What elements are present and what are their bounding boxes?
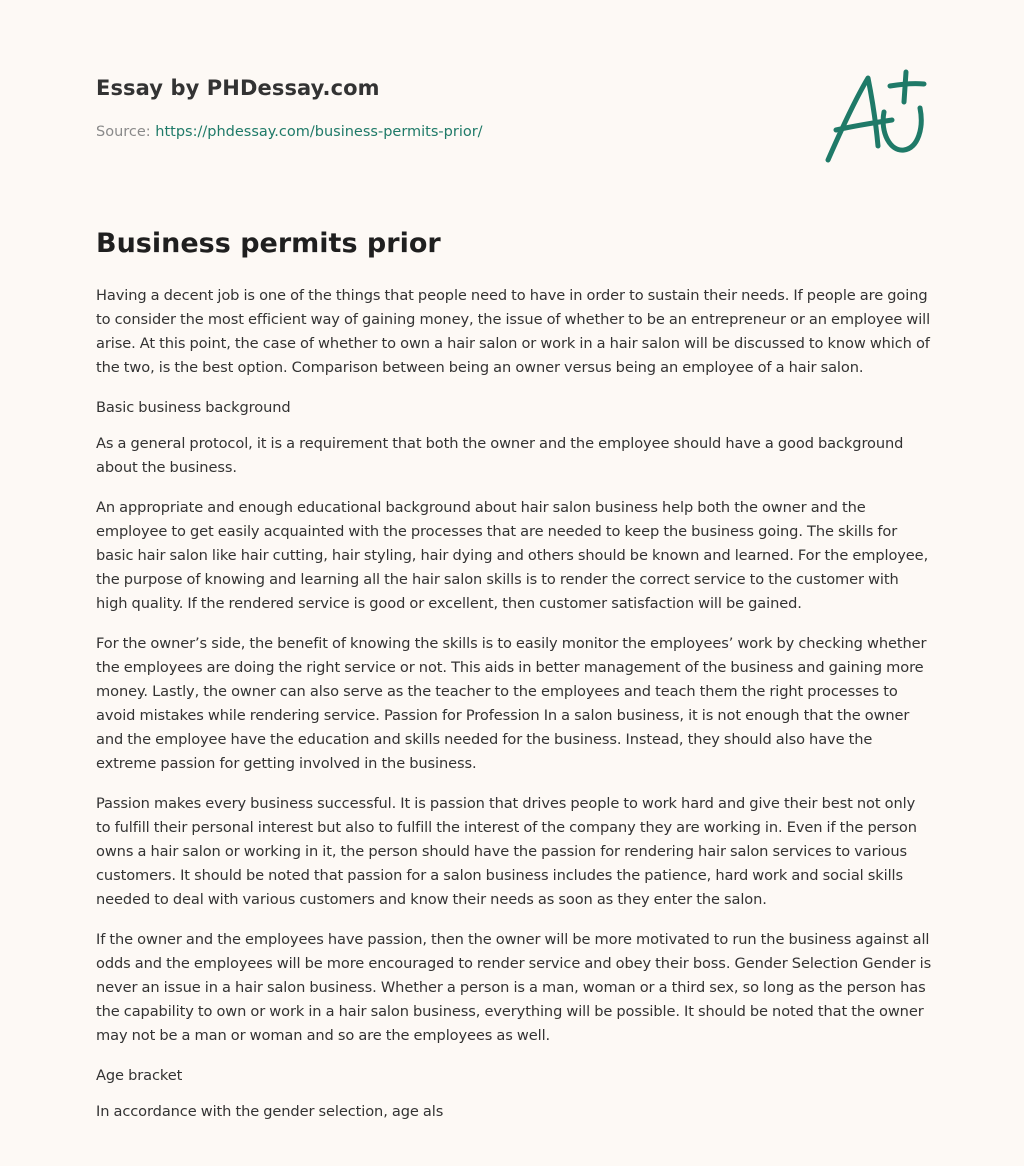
source-label: Source: <box>96 124 151 140</box>
section-heading: Basic business background <box>96 399 291 416</box>
paragraph: As a general protocol, it is a requirement that both the owner and the employee should have a good background about the business. <box>96 435 904 476</box>
paragraph: Having a decent job is one of the things that people need to have in order to sustain their needs. If people are going to consider the most efficient way of gaining money, the issue of whether to be an entrepreneur or an employee will arise. At this point, the case of whether to own a hair salon or work in a hair salon will be discussed to know which of the two, is the best option. Comparison between being an owner versus being an employee of a hair salon. <box>96 287 931 376</box>
section-heading: Age bracket <box>96 1067 183 1084</box>
essay-title: Business permits prior <box>96 228 441 259</box>
paragraph: In accordance with the gender selection, age als <box>96 1103 444 1120</box>
a-plus-logo-icon <box>820 68 932 168</box>
site-title: Essay by PHDessay.com <box>96 76 380 100</box>
paragraph: An appropriate and enough educational background about hair salon business help both the owner and the employee to get easily acquainted with the processes that are needed to keep the business going. The skills for basic hair salon like hair cutting, hair styling, hair dying and others should be known and learned. For the employee, the purpose of knowing and learning all the hair salon skills is to render the correct service to the customer with high quality. If the rendered service is good or excellent, then customer satisfaction will be gained. <box>96 499 929 612</box>
paragraph: For the owner’s side, the benefit of knowing the skills is to easily monitor the employees’ work by checking whether the employees are doing the right service or not. This aids in better management of the business and gaining more money. Lastly, the owner can also serve as the teacher to the employees and teach them the right processes to avoid mistakes while rendering service. Passion for Profession In a salon business, it is not enough that the owner and the employee have the education and skills needed for the business. Instead, they should also have the extreme passion for getting involved in the business. <box>96 635 927 772</box>
source-line <box>96 124 483 140</box>
essay-body <box>96 284 932 1140</box>
paragraph: Passion makes every business successful. It is passion that drives people to work hard and give their best not only to fulfill their personal interest but also to fulfill the interest of the company they are working in. Even if the person owns a hair salon or working in it, the person should have the passion for rendering hair salon services to various customers. It should be noted that passion for a salon business includes the patience, hard work and social skills needed to deal with various customers and know their needs as soon as they enter the salon. <box>96 795 917 908</box>
paragraph: If the owner and the employees have passion, then the owner will be more motivated to run the business against all odds and the employees will be more encouraged to render service and obey their boss. Gender Selection Gender is never an issue in a hair salon business. Whether a person is a man, woman or a third sex, so long as the person has the capability to own or work in a hair salon business, everything will be possible. It should be noted that the owner may not be a man or woman and so are the employees as well. <box>96 931 932 1044</box>
source-link[interactable]: https://phdessay.com/business-permits-prior/ <box>155 124 483 140</box>
